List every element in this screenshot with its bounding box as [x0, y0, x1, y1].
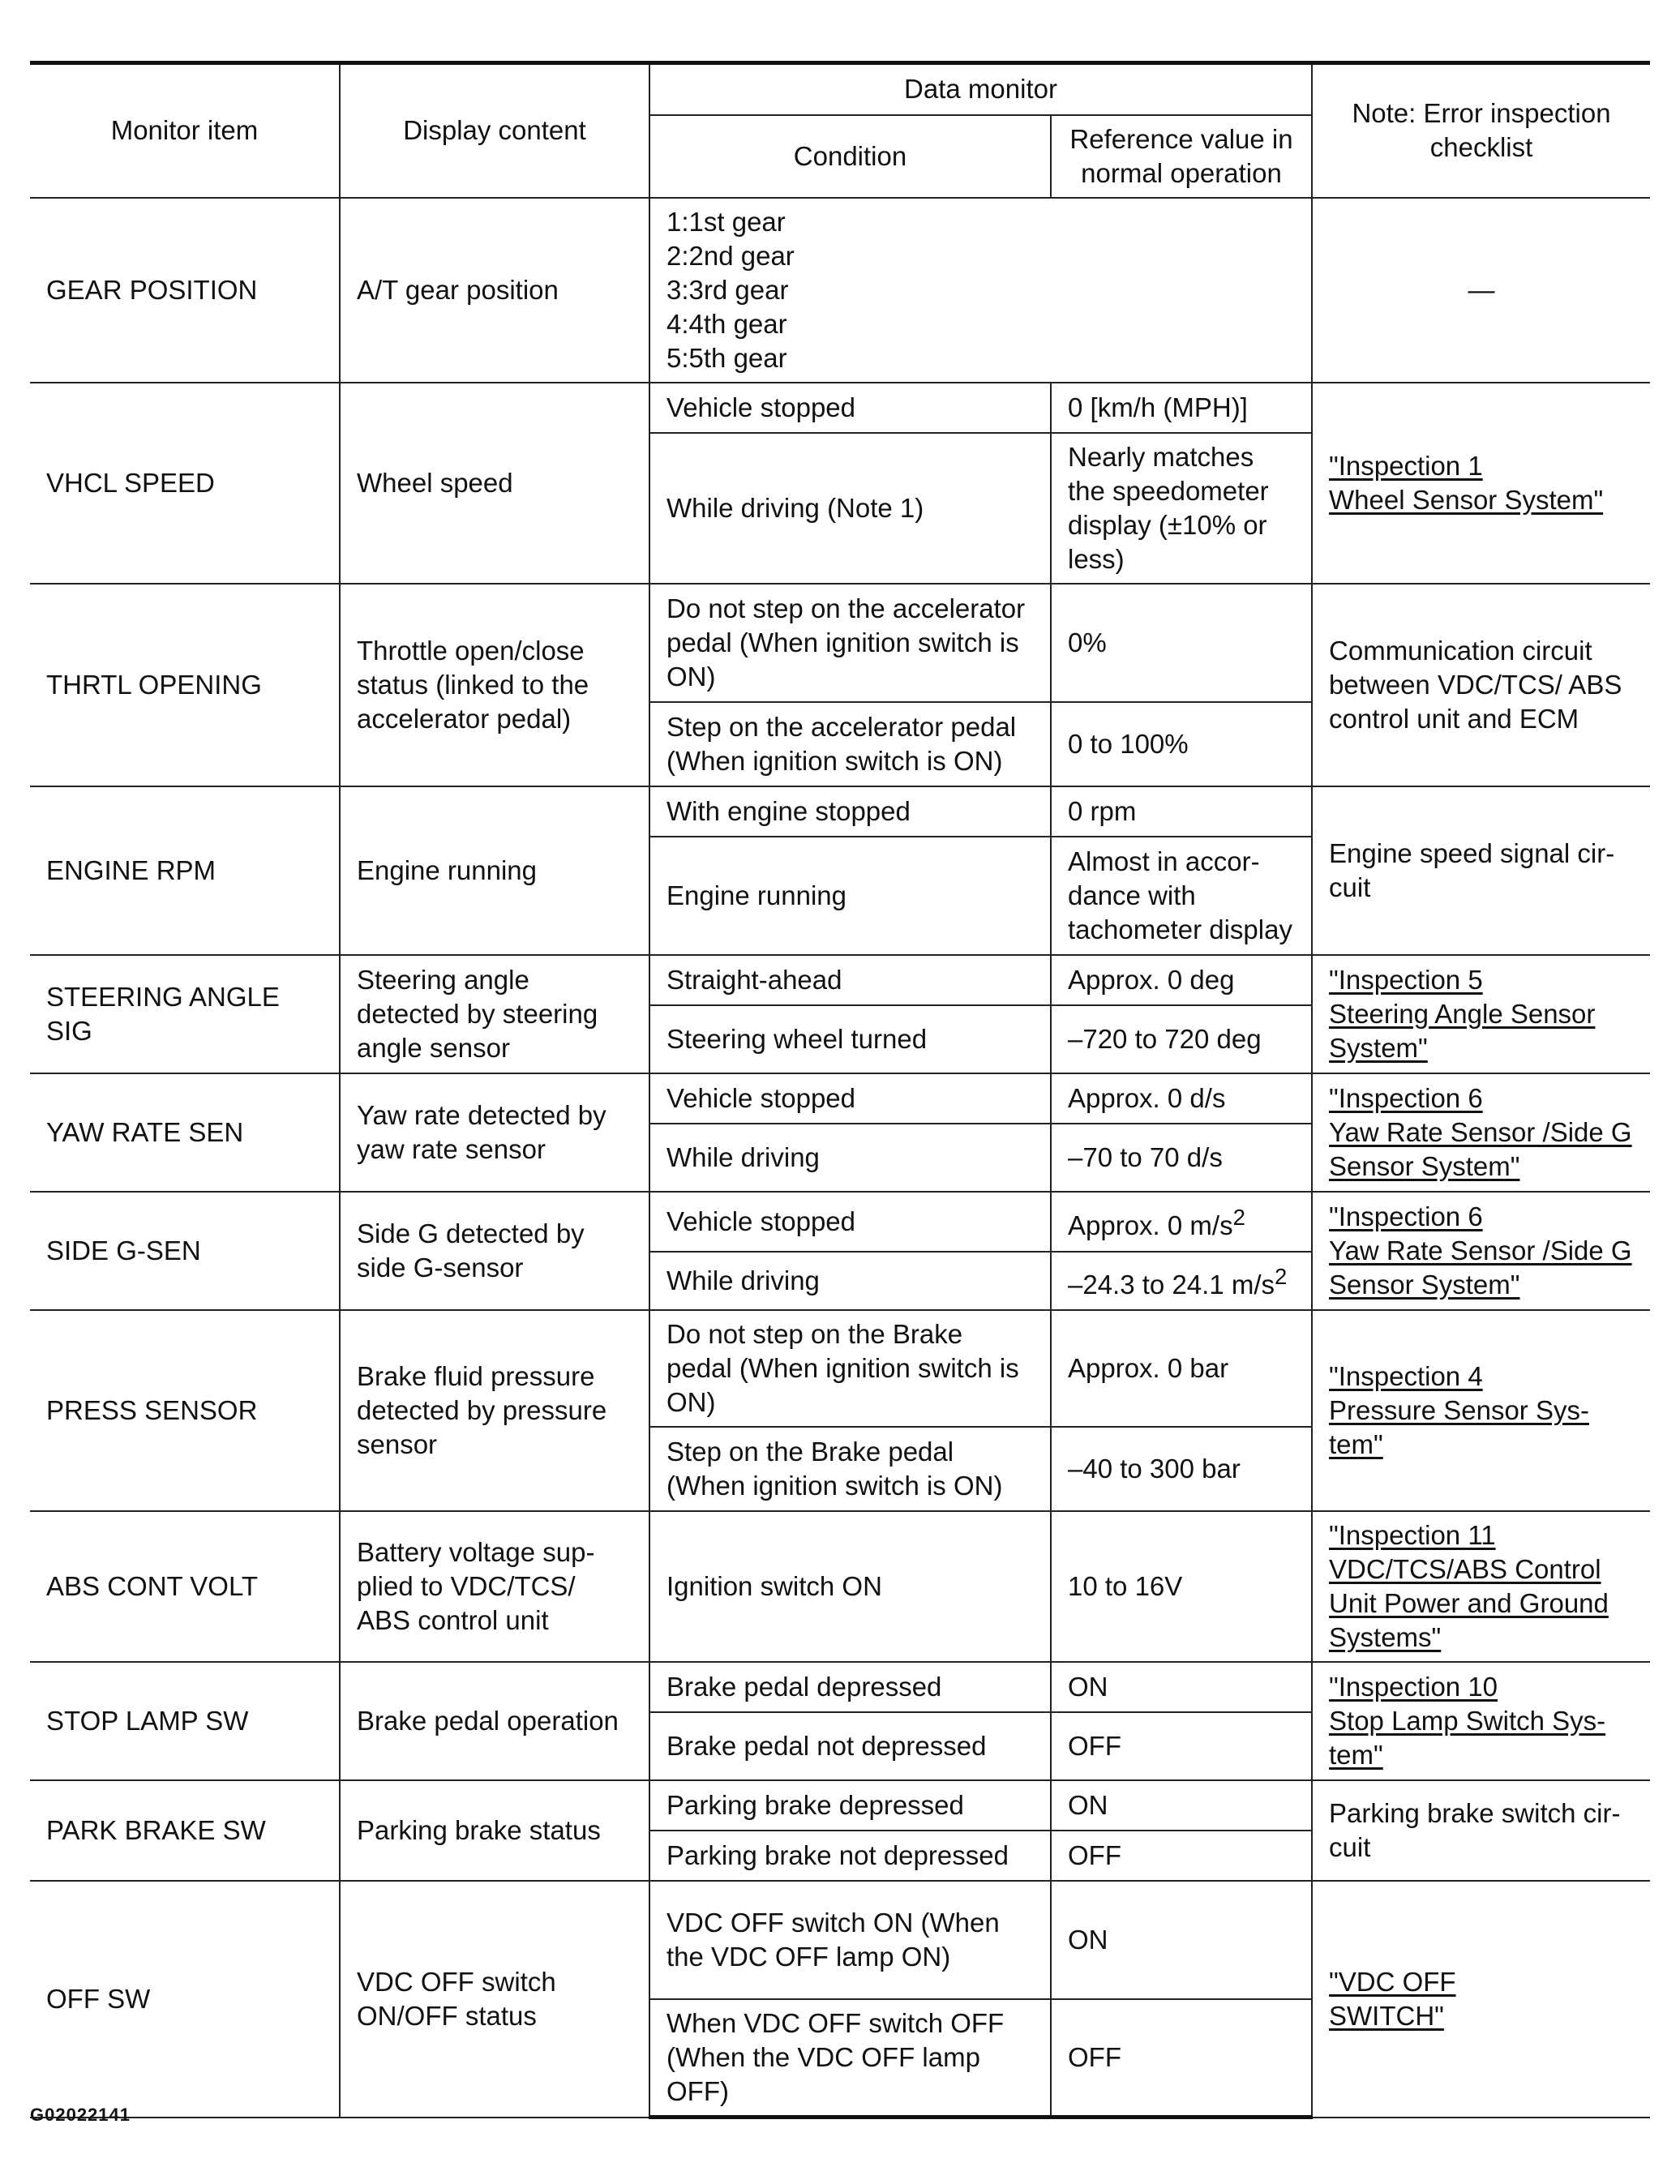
condition: Parking brake depressed: [649, 1780, 1051, 1831]
condition: Parking brake not depressed: [649, 1831, 1051, 1881]
note-link[interactable]: [1312, 1192, 1650, 1310]
condition: Do not step on the Brake pedal (When ignition switch is ON): [649, 1310, 1051, 1427]
header-data-monitor: Data monitor: [649, 63, 1312, 115]
condition: VDC OFF switch ON (When the VDC OFF lamp ON): [649, 1881, 1051, 1999]
note-link[interactable]: [1312, 1662, 1650, 1780]
condition: Vehicle stopped: [649, 1192, 1051, 1252]
reference-value: –720 to 720 deg: [1051, 1005, 1312, 1073]
condition: While driving (Note 1): [649, 433, 1051, 584]
display-content: Yaw rate detected by yaw rate sensor: [340, 1073, 649, 1192]
figure-code: G02022141: [30, 2105, 131, 2125]
monitor-item: YAW RATE SEN: [30, 1073, 340, 1192]
condition: Brake pedal not depressed: [649, 1712, 1051, 1780]
monitor-item: VHCL SPEED: [30, 383, 340, 584]
display-content: Battery voltage sup-plied to VDC/TCS/ ABS control unit: [340, 1511, 649, 1662]
condition: When VDC OFF switch OFF (When the VDC OFF lamp OFF): [649, 1999, 1051, 2118]
condition: Step on the Brake pedal (When ignition switch is ON): [649, 1427, 1051, 1511]
condition: With engine stopped: [649, 786, 1051, 837]
reference-value: OFF: [1051, 1999, 1312, 2118]
note-link[interactable]: [1312, 1310, 1650, 1511]
monitor-item: PRESS SENSOR: [30, 1310, 340, 1511]
note: Engine speed signal cir-cuit: [1312, 786, 1650, 955]
monitor-item: SIDE G-SEN: [30, 1192, 340, 1310]
reference-value: OFF: [1051, 1712, 1312, 1780]
monitor-item: GEAR POSITION: [30, 198, 340, 383]
monitor-item: THRTL OPENING: [30, 584, 340, 786]
note: Communication circuit between VDC/TCS/ ABS control unit and ECM: [1312, 584, 1650, 786]
note-link-text[interactable]: "Inspection 1 Wheel Sensor System": [1329, 450, 1604, 515]
display-content: VDC OFF switch ON/OFF status: [340, 1881, 649, 2118]
reference-value: 0 to 100%: [1051, 702, 1312, 786]
reference-value: Approx. 0 d/s: [1051, 1073, 1312, 1124]
monitor-item: STEERING ANGLE SIG: [30, 955, 340, 1073]
note-link[interactable]: [1312, 955, 1650, 1073]
monitor-item: PARK BRAKE SW: [30, 1780, 340, 1881]
note: —: [1312, 198, 1650, 383]
condition: Vehicle stopped: [649, 1073, 1051, 1124]
monitor-item: STOP LAMP SW: [30, 1662, 340, 1780]
data-monitor-table: [30, 61, 1650, 2119]
note-link-text[interactable]: "Inspection 6 Yaw Rate Sensor /Side G Sensor System": [1329, 1082, 1632, 1181]
condition: Do not step on the accelerator pedal (When ignition switch is ON): [649, 584, 1051, 702]
condition: While driving: [649, 1124, 1051, 1192]
reference-value: –70 to 70 d/s: [1051, 1124, 1312, 1192]
display-content: Brake pedal operation: [340, 1662, 649, 1780]
header-display-content: Display content: [340, 63, 649, 198]
reference-value: 10 to 16V: [1051, 1511, 1312, 1662]
note-link-text[interactable]: "Inspection 6 Yaw Rate Sensor /Side G Sensor System": [1329, 1201, 1632, 1300]
reference-value: –40 to 300 bar: [1051, 1427, 1312, 1511]
unit-exponent: 2: [1275, 1263, 1288, 1289]
value-text: –24.3 to 24.1 m/s: [1068, 1269, 1275, 1300]
reference-value: ON: [1051, 1662, 1312, 1712]
header-reference-value: Reference value in normal operation: [1051, 115, 1312, 198]
note: Parking brake switch cir-cuit: [1312, 1780, 1650, 1881]
header-monitor-item: Monitor item: [30, 63, 340, 198]
unit-exponent: 2: [1232, 1204, 1245, 1230]
condition: Brake pedal depressed: [649, 1662, 1051, 1712]
monitor-item: ABS CONT VOLT: [30, 1511, 340, 1662]
condition: Step on the accelerator pedal (When ignition switch is ON): [649, 702, 1051, 786]
monitor-item: OFF SW: [30, 1881, 340, 2118]
reference-value: [1051, 1252, 1312, 1310]
header-note: Note: Error inspection checklist: [1312, 63, 1650, 198]
note-link[interactable]: [1312, 1511, 1650, 1662]
condition: Ignition switch ON: [649, 1511, 1051, 1662]
reference-value: 0 rpm: [1051, 786, 1312, 837]
display-content: Engine running: [340, 786, 649, 955]
note-link-text[interactable]: "Inspection 5 Steering Angle Sensor System": [1329, 964, 1596, 1063]
reference-value: ON: [1051, 1780, 1312, 1831]
reference-value: Approx. 0 deg: [1051, 955, 1312, 1005]
display-content: Parking brake status: [340, 1780, 649, 1881]
reference-value: 0%: [1051, 584, 1312, 702]
condition: Vehicle stopped: [649, 383, 1051, 433]
header-condition: Condition: [649, 115, 1051, 198]
display-content: Side G detected by side G-sensor: [340, 1192, 649, 1310]
note-link[interactable]: [1312, 383, 1650, 584]
value-text: Approx. 0 m/s: [1068, 1210, 1233, 1240]
reference-value: [1051, 1192, 1312, 1252]
display-content: A/T gear position: [340, 198, 649, 383]
display-content: Steering angle detected by steering angle sensor: [340, 955, 649, 1073]
note-link[interactable]: [1312, 1881, 1650, 2118]
condition: Steering wheel turned: [649, 1005, 1051, 1073]
reference-value: OFF: [1051, 1831, 1312, 1881]
reference-value: ON: [1051, 1881, 1312, 1999]
note-link-text[interactable]: "Inspection 10 Stop Lamp Switch Sys-tem": [1329, 1671, 1606, 1770]
reference-value: Approx. 0 bar: [1051, 1310, 1312, 1427]
reference-value: Nearly matches the speedometer display (±10% or less): [1051, 433, 1312, 584]
note-link-text[interactable]: "VDC OFF SWITCH": [1329, 1966, 1456, 2031]
condition: 1:1st gear 2:2nd gear 3:3rd gear 4:4th gear 5:5th gear: [649, 198, 1312, 383]
display-content: Wheel speed: [340, 383, 649, 584]
reference-value: Almost in accor-dance with tachometer display: [1051, 837, 1312, 955]
condition: Straight-ahead: [649, 955, 1051, 1005]
note-link[interactable]: [1312, 1073, 1650, 1192]
reference-value: 0 [km/h (MPH)]: [1051, 383, 1312, 433]
note-link-text[interactable]: "Inspection 4 Pressure Sensor Sys-tem": [1329, 1360, 1589, 1459]
condition: While driving: [649, 1252, 1051, 1310]
note-link-text[interactable]: "Inspection 11 VDC/TCS/ABS Control Unit Power and Ground Systems": [1329, 1519, 1609, 1652]
display-content: Throttle open/close status (linked to the accelerator pedal): [340, 584, 649, 786]
display-content: Brake fluid pressure detected by pressure sensor: [340, 1310, 649, 1511]
condition: Engine running: [649, 837, 1051, 955]
monitor-item: ENGINE RPM: [30, 786, 340, 955]
